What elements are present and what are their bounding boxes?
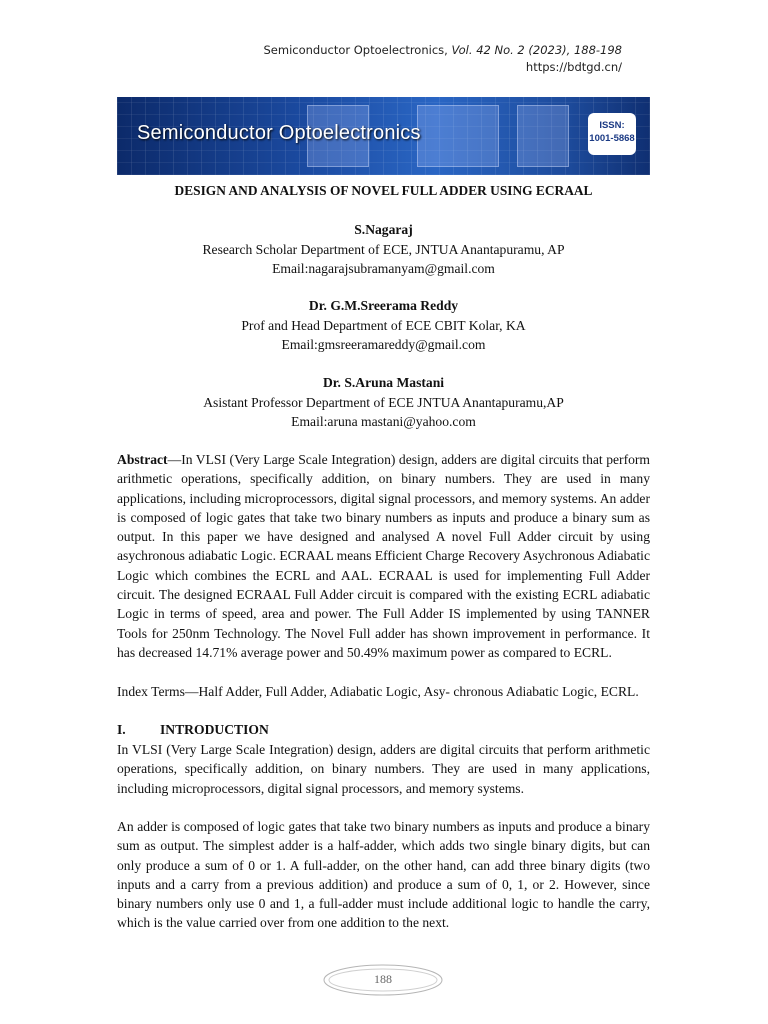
issn-number: 1001-5868 [589, 133, 635, 144]
banner-title: Semiconductor Optoelectronics [137, 122, 421, 144]
section-number: I. [117, 722, 126, 737]
abstract [117, 450, 650, 662]
section-heading [117, 720, 269, 739]
author-name: Dr. G.M.Sreerama Reddy [308, 298, 459, 313]
banner-chip-decoration [417, 105, 499, 167]
author-email[interactable]: Email:gmsreeramareddy@gmail.com [281, 337, 486, 352]
journal-banner [117, 97, 650, 175]
author-affiliation: Prof and Head Department of ECE CBIT Kolar, KA [241, 317, 526, 333]
journal-reference [264, 42, 623, 76]
author-affiliation: Research Scholar Department of ECE, JNTUA Anantapuramu, AP [202, 241, 565, 257]
intro-paragraph: An adder is composed of logic gates that take two binary numbers as inputs and produce a binary sum as output. The simplest adder is a half-adder, which adds two single binary digits, but can only produce a sum of 0 or 1. A full-adder, on the other hand, can add three binary digits (two inputs and a carry from a previous addition) and produce a sum of 0, 1, or 2. However, since binary numbers only use 0 and 1, a full-adder must include additional logic to handle the carry, which is the value carried over from one addition to the next. [117, 819, 650, 931]
journal-name: Semiconductor Optoelectronics, [263, 43, 452, 57]
banner-chip-decoration [517, 105, 569, 167]
abstract-label: Abstract [117, 452, 168, 467]
author-name: Dr. S.Aruna Mastani [322, 375, 445, 390]
issn-label: ISSN: [599, 120, 625, 131]
author-block [117, 373, 650, 432]
intro-paragraph: In VLSI (Very Large Scale Integration) design, adders are digital circuits that perform arithmetic operations, specifically addition, on binary numbers. They are used in many applications, including microprocessors, digital signal processors, and memory systems. [117, 742, 650, 796]
journal-url[interactable]: https://bdtgd.cn/ [525, 60, 622, 74]
page-number: 188 [374, 972, 392, 986]
author-email[interactable]: Email:nagarajsubramanyam@gmail.com [272, 261, 495, 276]
volume-info: Vol. 42 No. 2 (2023), 188-198 [451, 43, 622, 57]
abstract-text: —In VLSI (Very Large Scale Integration) design, adders are digital circuits that perform arithmetic operations, specifically addition, on binary numbers. They are used in many applications, including microprocessors, digital signal processors, and memory systems. An adder is composed of logic gates that take two binary numbers as inputs and produce a binary sum as output. In this paper we have designed and analysed A novel Full Adder circuit by using asychronous adiabatic Logic. ECRAAL means Efficient Charge Recovery Asychronous Adiabatic Logic which combines the ECRL and AAL. ECRAAL is used for implementing Full Adder circuit. The designed ECRAAL Full Adder circuit is compared with the existing ECRL adiabatic Logic in terms of speed, area and power. The Full Adder IS implemented by using TANNER Tools for 250nm Technology. The Novel Full adder has shown improvement in performance. It has decreased 14.71% average power and 50.49% maximum power as compared to ECRL. [117, 452, 650, 660]
page-number-badge [322, 963, 444, 997]
author-name: S.Nagaraj [354, 222, 413, 237]
issn-badge [588, 113, 636, 155]
section-title: INTRODUCTION [160, 722, 269, 737]
author-block [117, 296, 650, 355]
author-email[interactable]: Email:aruna mastani@yahoo.com [291, 414, 476, 429]
author-block [117, 220, 650, 279]
author-affiliation: Asistant Professor Department of ECE JNTUA Anantapuramu,AP [203, 394, 564, 410]
index-terms: Index Terms—Half Adder, Full Adder, Adiabatic Logic, Asy- chronous Adiabatic Logic, ECRL. [117, 684, 639, 699]
paper-title: DESIGN AND ANALYSIS OF NOVEL FULL ADDER USING ECRAAL [174, 183, 593, 198]
